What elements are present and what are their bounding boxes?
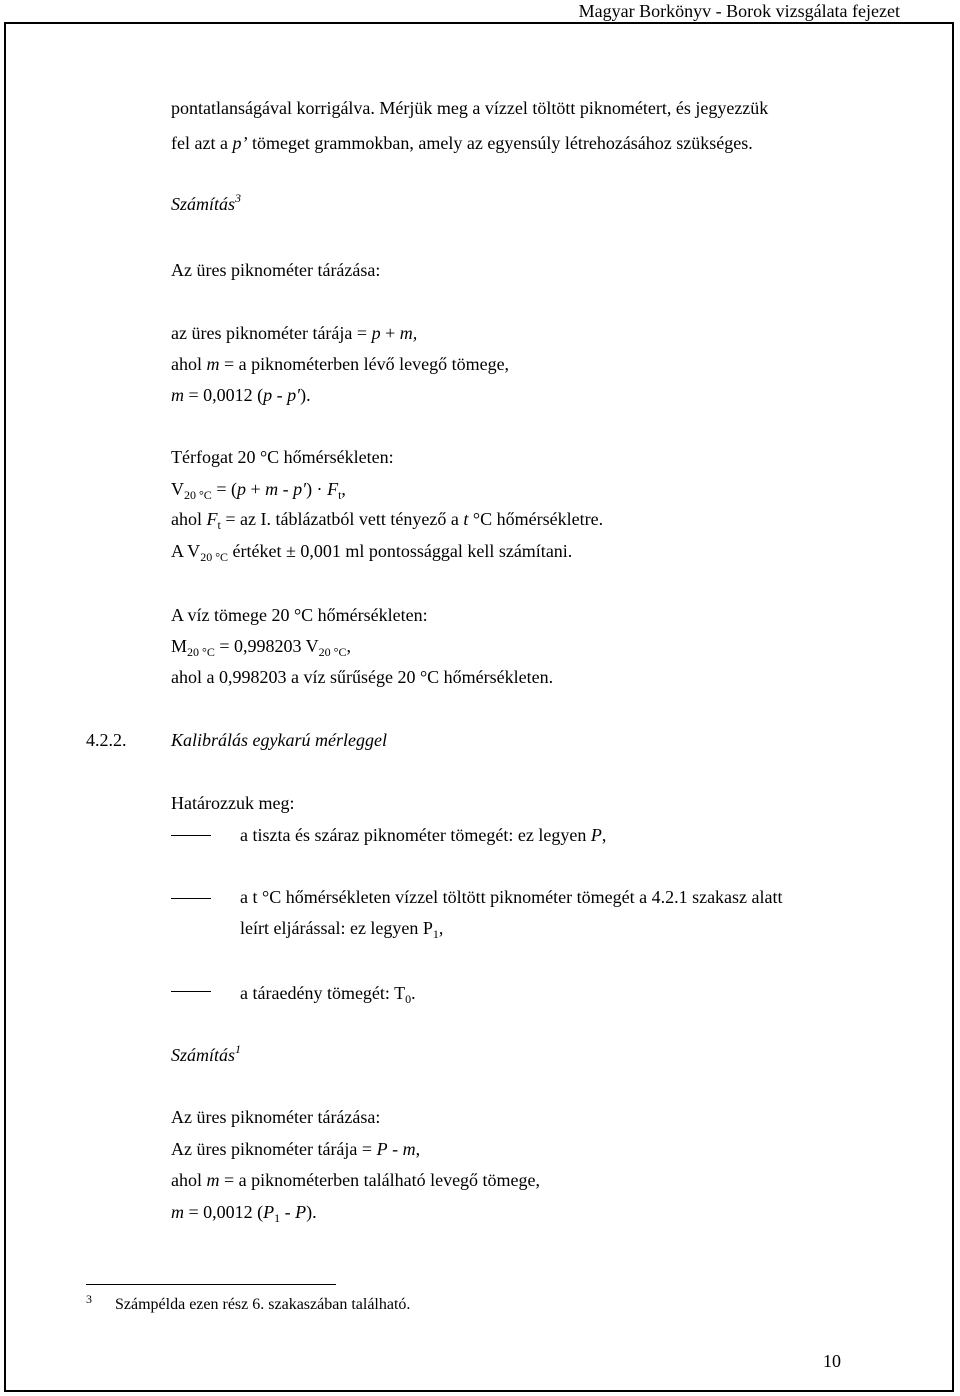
footnote-number: 3 [86,1292,92,1306]
bullet-item-2-line-2: leírt eljárással: ez legyen $P_1$, [240,918,444,941]
section-number: 4.2.2. [86,730,127,750]
calc1-title: Számítás$^3$ [171,191,242,214]
bullet-dash-2 [171,898,211,899]
calc2-tare-heading: Az üres piknométer tárázása: [171,1107,381,1127]
section-determine: Határozzuk meg: [171,793,295,813]
bullet-item-2-line-1: a t °C hőmérsékleten vízzel töltött piknométer tömegét a 4.2.1 szakasz alatt [240,887,783,907]
calc2-line-3: m = 0,0012 $(P_1 - P)$. [171,1202,317,1225]
calc1-mass-where: ahol a 0,998203 a víz sűrűsége 20 °C hőmérsékleten. [171,667,554,687]
footnote-rule [86,1284,336,1285]
calc1-tare-line-1: az üres piknométer tárája = p + m, [171,323,418,343]
bullet-item-1: a tiszta és száraz piknométer tömegét: ez legyen P, [240,825,607,845]
calc2-line-1: Az üres piknométer tárája = P - m, [171,1139,421,1159]
calc1-mass-formula: $M_{20 ^\circ C} = 0,998203$ $V_{20 ^\circ C}$, [171,636,351,659]
calc1-mass-heading: A víz tömege 20 °C hőmérsékleten: [171,605,428,625]
calc1-tare-line-3: m = 0,0012 (p - p′). [171,385,311,405]
calc2-line-2: ahol m = a piknométerben található levegő tömege, [171,1170,541,1190]
calc1-volume-heading: Térfogat 20 °C hőmérsékleten: [171,447,394,467]
section-title: Kalibrálás egykarú mérleggel [171,730,387,750]
calc1-volume-formula: $V_{20 ^\circ C} = (p + m - p') \cdot F_t$, [171,479,346,502]
page-number: 10 [823,1351,841,1371]
intro-line-1: pontatlanságával korrigálva. Mérjük meg a vízzel töltött piknométert, és jegyezzük [171,98,769,118]
calc1-volume-precision: A $V_{20 ^\circ C}$ értéket ± 0,001 ml pontossággal kell számítani. [171,541,573,564]
intro-line-2: fel azt a p’ tömeget grammokban, amely az egyensúly létrehozásához szükséges. [171,133,753,153]
page-header [0,0,960,24]
calc2-title: Számítás$^1$ [171,1042,242,1065]
footnote-text: Számpélda ezen rész 6. szakaszában található. [115,1296,411,1313]
bullet-item-3: a táraedény tömegét: $T_0$. [240,983,416,1006]
calc1-tare-line-2: ahol m = a piknométerben lévő levegő tömege, [171,354,510,374]
header-title: Magyar Borkönyv - Borok vizsgálata fejezet [578,1,900,21]
bullet-dash-3 [171,991,211,992]
bullet-dash-1 [171,835,211,836]
calc1-tare-heading: Az üres piknométer tárázása: [171,260,381,280]
calc1-volume-where: ahol $F_t$ = az I. táblázatból vett tényező a t °C hőmérsékletre. [171,509,604,532]
